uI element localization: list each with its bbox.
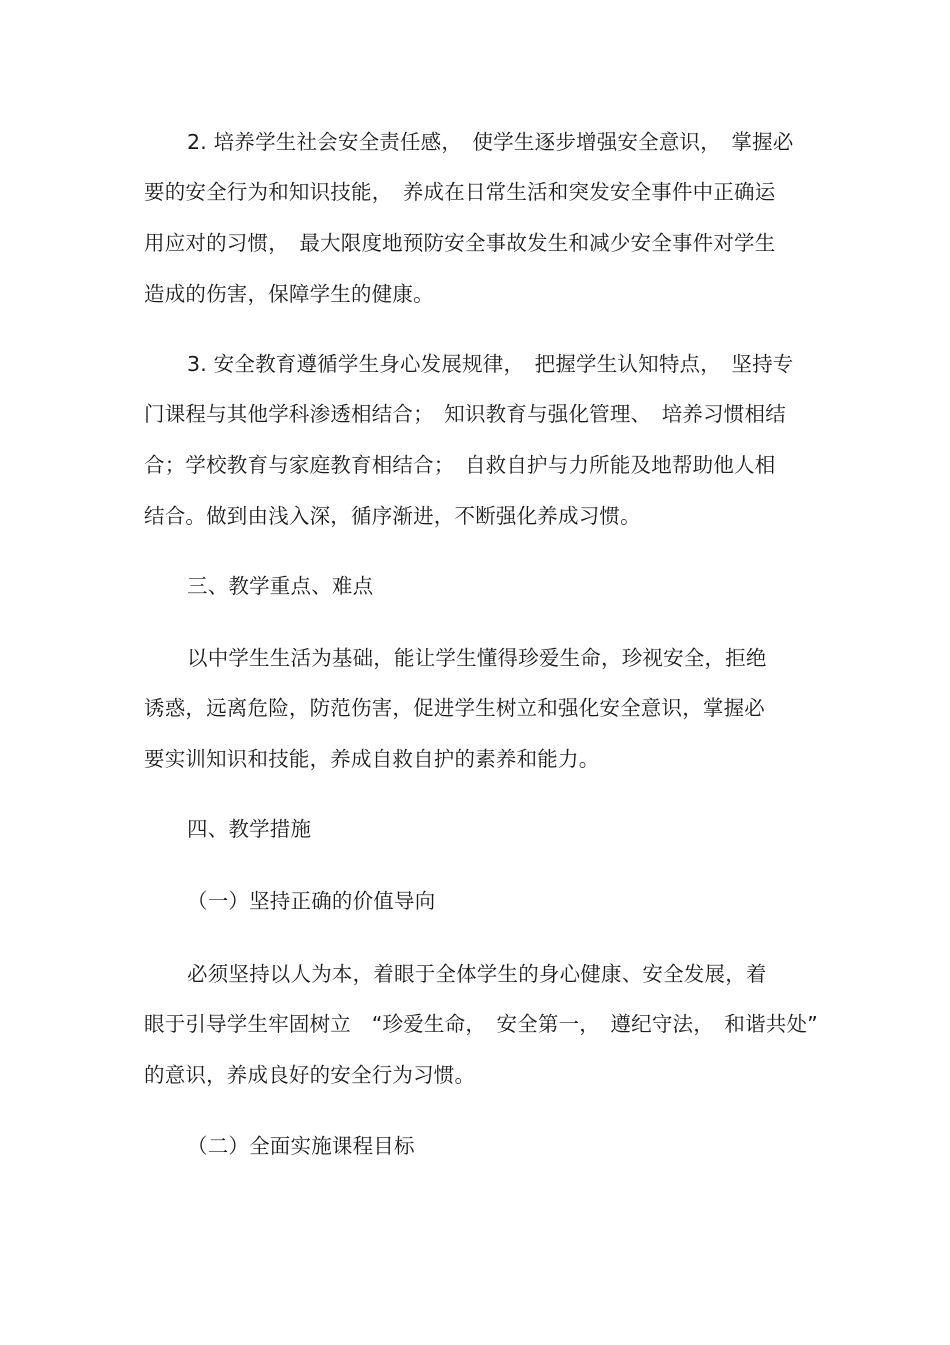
text-line: 诱惑，远离危险，防范伤害，促进学生树立和强化安全意识，掌握必 <box>144 696 765 720</box>
section-heading-measures: 四、教学措施 <box>187 817 312 841</box>
text-line: 用应对的习惯， 最大限度地预防安全事故发生和减少安全事件对学生 <box>144 231 776 255</box>
text-line: 3. 安全教育遵循学生身心发展规律， 把握学生认知特点， 坚持专 <box>187 352 794 376</box>
subheading-course-goals: （二）全面实施课程目标 <box>187 1134 415 1158</box>
subheading-value-orientation: （一）坚持正确的价值导向 <box>187 889 436 913</box>
text-line: 门课程与其他学科渗透相结合； 知识教育与强化管理、 培养习惯相结 <box>144 402 786 426</box>
text-line: 造成的伤害，保障学生的健康。 <box>144 282 434 306</box>
text-line: 要的安全行为和知识技能， 养成在日常生活和突发安全事件中正确运 <box>144 180 776 204</box>
text-line: 必须坚持以人为本，着眼于全体学生的身心健康、安全发展，着 <box>187 962 767 986</box>
section-heading-focus: 三、教学重点、难点 <box>187 574 374 598</box>
text-line: 眼于引导学生牢固树立 “珍爱生命， 安全第一， 遵纪守法， 和谐共处” <box>144 1012 818 1036</box>
text-line: 要实训知识和技能，养成自救自护的素养和能力。 <box>144 747 600 771</box>
text-line: 结合。做到由浅入深，循序渐进，不断强化养成习惯。 <box>144 504 641 528</box>
text-line: 的意识，养成良好的安全行为习惯。 <box>144 1063 476 1087</box>
text-line: 2. 培养学生社会安全责任感， 使学生逐步增强安全意识， 掌握必 <box>187 130 794 154</box>
text-line: 以中学生生活为基础，能让学生懂得珍爱生命，珍视安全，拒绝 <box>187 646 767 670</box>
text-line: 合；学校教育与家庭教育相结合； 自救自护与力所能及地帮助他人相 <box>144 453 776 477</box>
